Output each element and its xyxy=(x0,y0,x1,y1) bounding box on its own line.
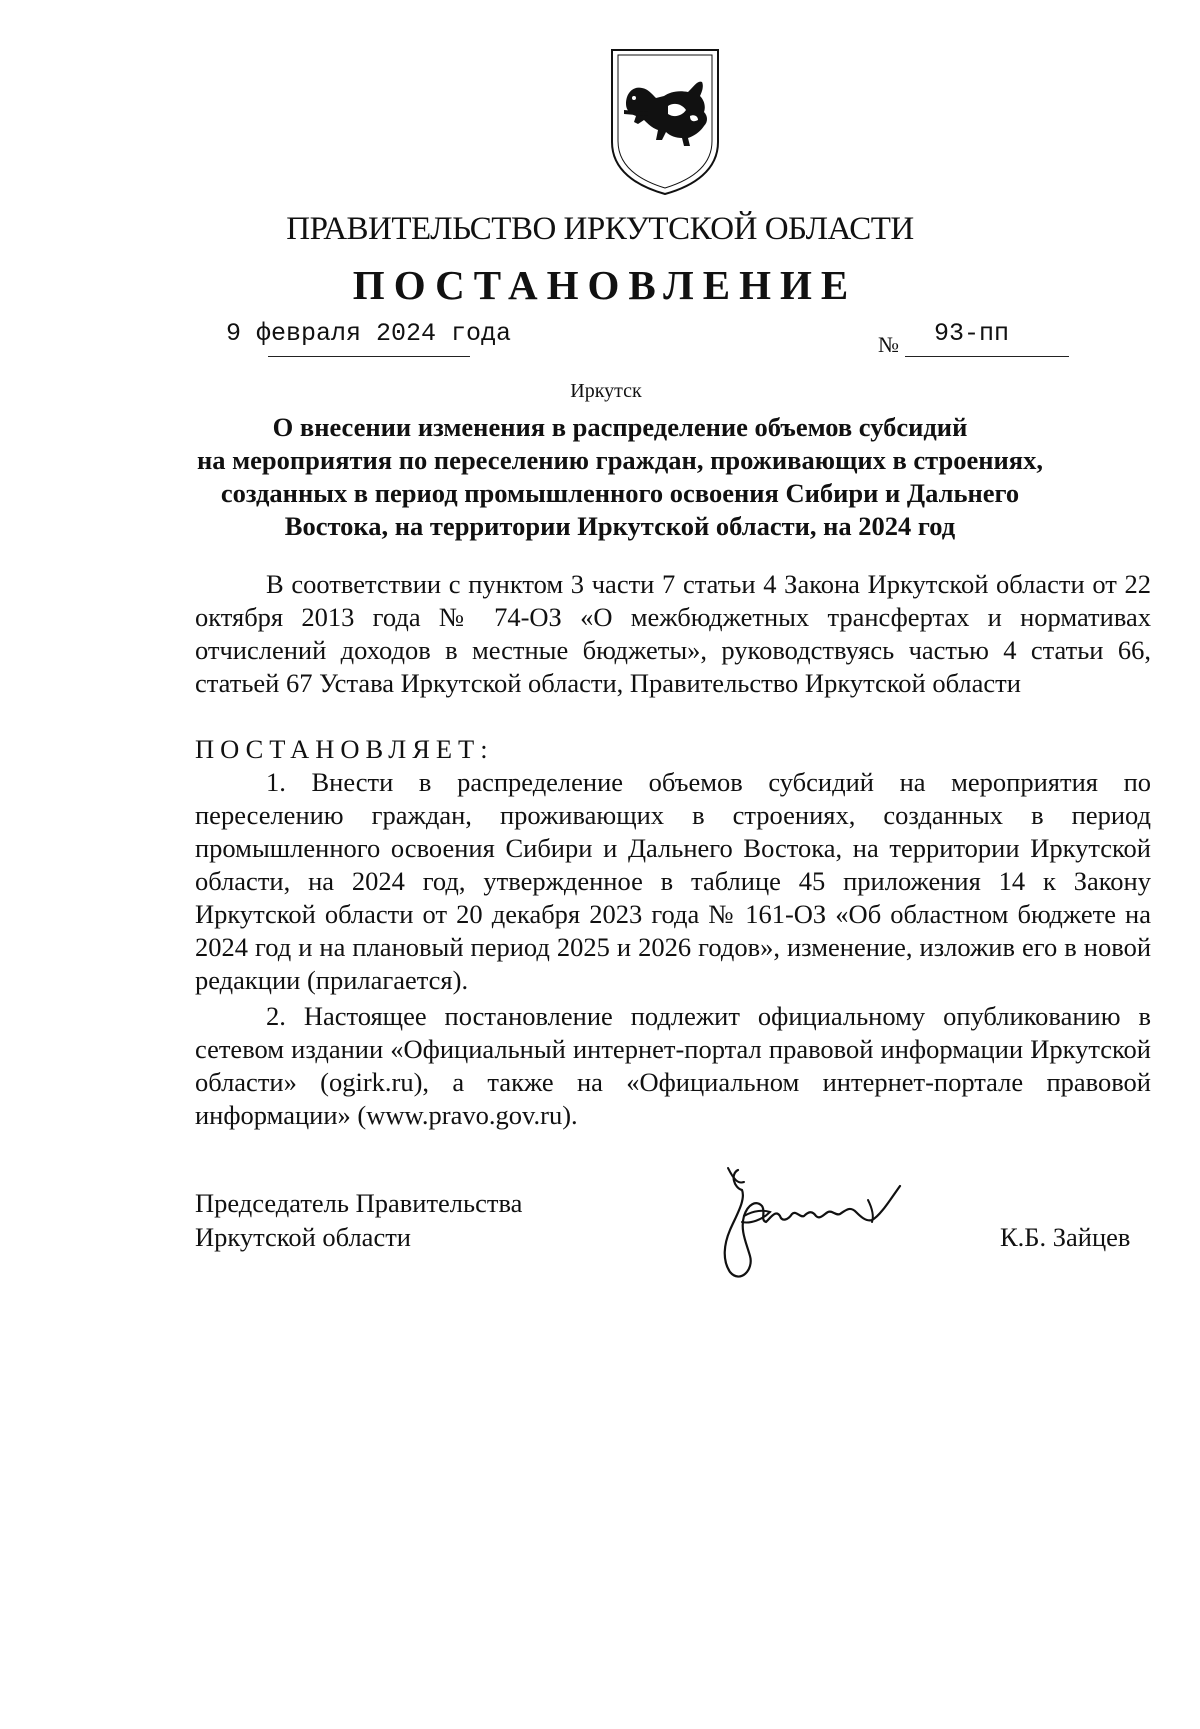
item-1-paragraph: 1. Внести в распределение объемов субсидий на мероприятия по переселению граждан, проживающих в строениях, созданных в период промышленного освоения Сибири и Дальнего Востока, на территории Иркутской области, на 2024 год, утвержденное в таблице 45 приложения 14 к Закону Иркутской области от 20 декабря 2023 года № 161-ОЗ «Об областном бюджете на 2024 год и на плановый период 2025 и 2026 годов», изменение, изложив его в новой редакции (прилагается). xyxy=(195,767,1151,995)
document-date: 9 февраля 2024 года xyxy=(226,319,512,348)
decree-word: ПОСТАНОВЛЯЕТ: xyxy=(195,734,494,764)
number-underline xyxy=(905,356,1069,357)
item-2-paragraph: 2. Настоящее постановление подлежит официальному опубликованию в сетевом издании «Официальный интернет-портал правовой информации Иркутской области» (ogirk.ru), а также на «Официальном интернет-портале правовой информации» (www.pravo.gov.ru). xyxy=(195,1001,1151,1130)
document-type: ПОСТАНОВЛЕНИЕ xyxy=(352,262,858,308)
coat-of-arms-icon xyxy=(604,46,726,198)
signer-position-line: Председатель Правительства xyxy=(195,1188,523,1218)
signer-position xyxy=(195,1186,522,1254)
preamble-paragraph: В соответствии с пунктом 3 части 7 статьи 4 Закона Иркутской области от 22 октября 2013 года № 74-ОЗ «О межбюджетных трансфертах и нормативах отчислений доходов в местные бюджеты», руководствуясь частью 4 статьи 66, статьей 67 Устава Иркутской области, Правительство Иркутской области xyxy=(195,569,1151,698)
signer-position-line: Иркутской области xyxy=(195,1222,411,1252)
handwritten-signature-icon xyxy=(700,1160,960,1290)
government-name: ПРАВИТЕЛЬСТВО ИРКУТСКОЙ ОБЛАСТИ xyxy=(286,211,914,247)
title-line: О внесении изменения в распределение объемов субсидий xyxy=(272,412,968,442)
date-underline xyxy=(268,356,470,357)
title-line: на мероприятия по переселению граждан, проживающих в строениях, xyxy=(196,445,1044,475)
document-title xyxy=(190,411,1050,543)
city: Иркутск xyxy=(570,380,642,402)
title-line: созданных в период промышленного освоения Сибири и Дальнего xyxy=(220,478,1020,508)
title-line: Востока, на территории Иркутской области, на 2024 год xyxy=(284,511,956,541)
number-sign: № xyxy=(878,332,899,357)
signer-name: К.Б. Зайцев xyxy=(1000,1222,1131,1252)
document-number: 93-пп xyxy=(934,319,1010,348)
